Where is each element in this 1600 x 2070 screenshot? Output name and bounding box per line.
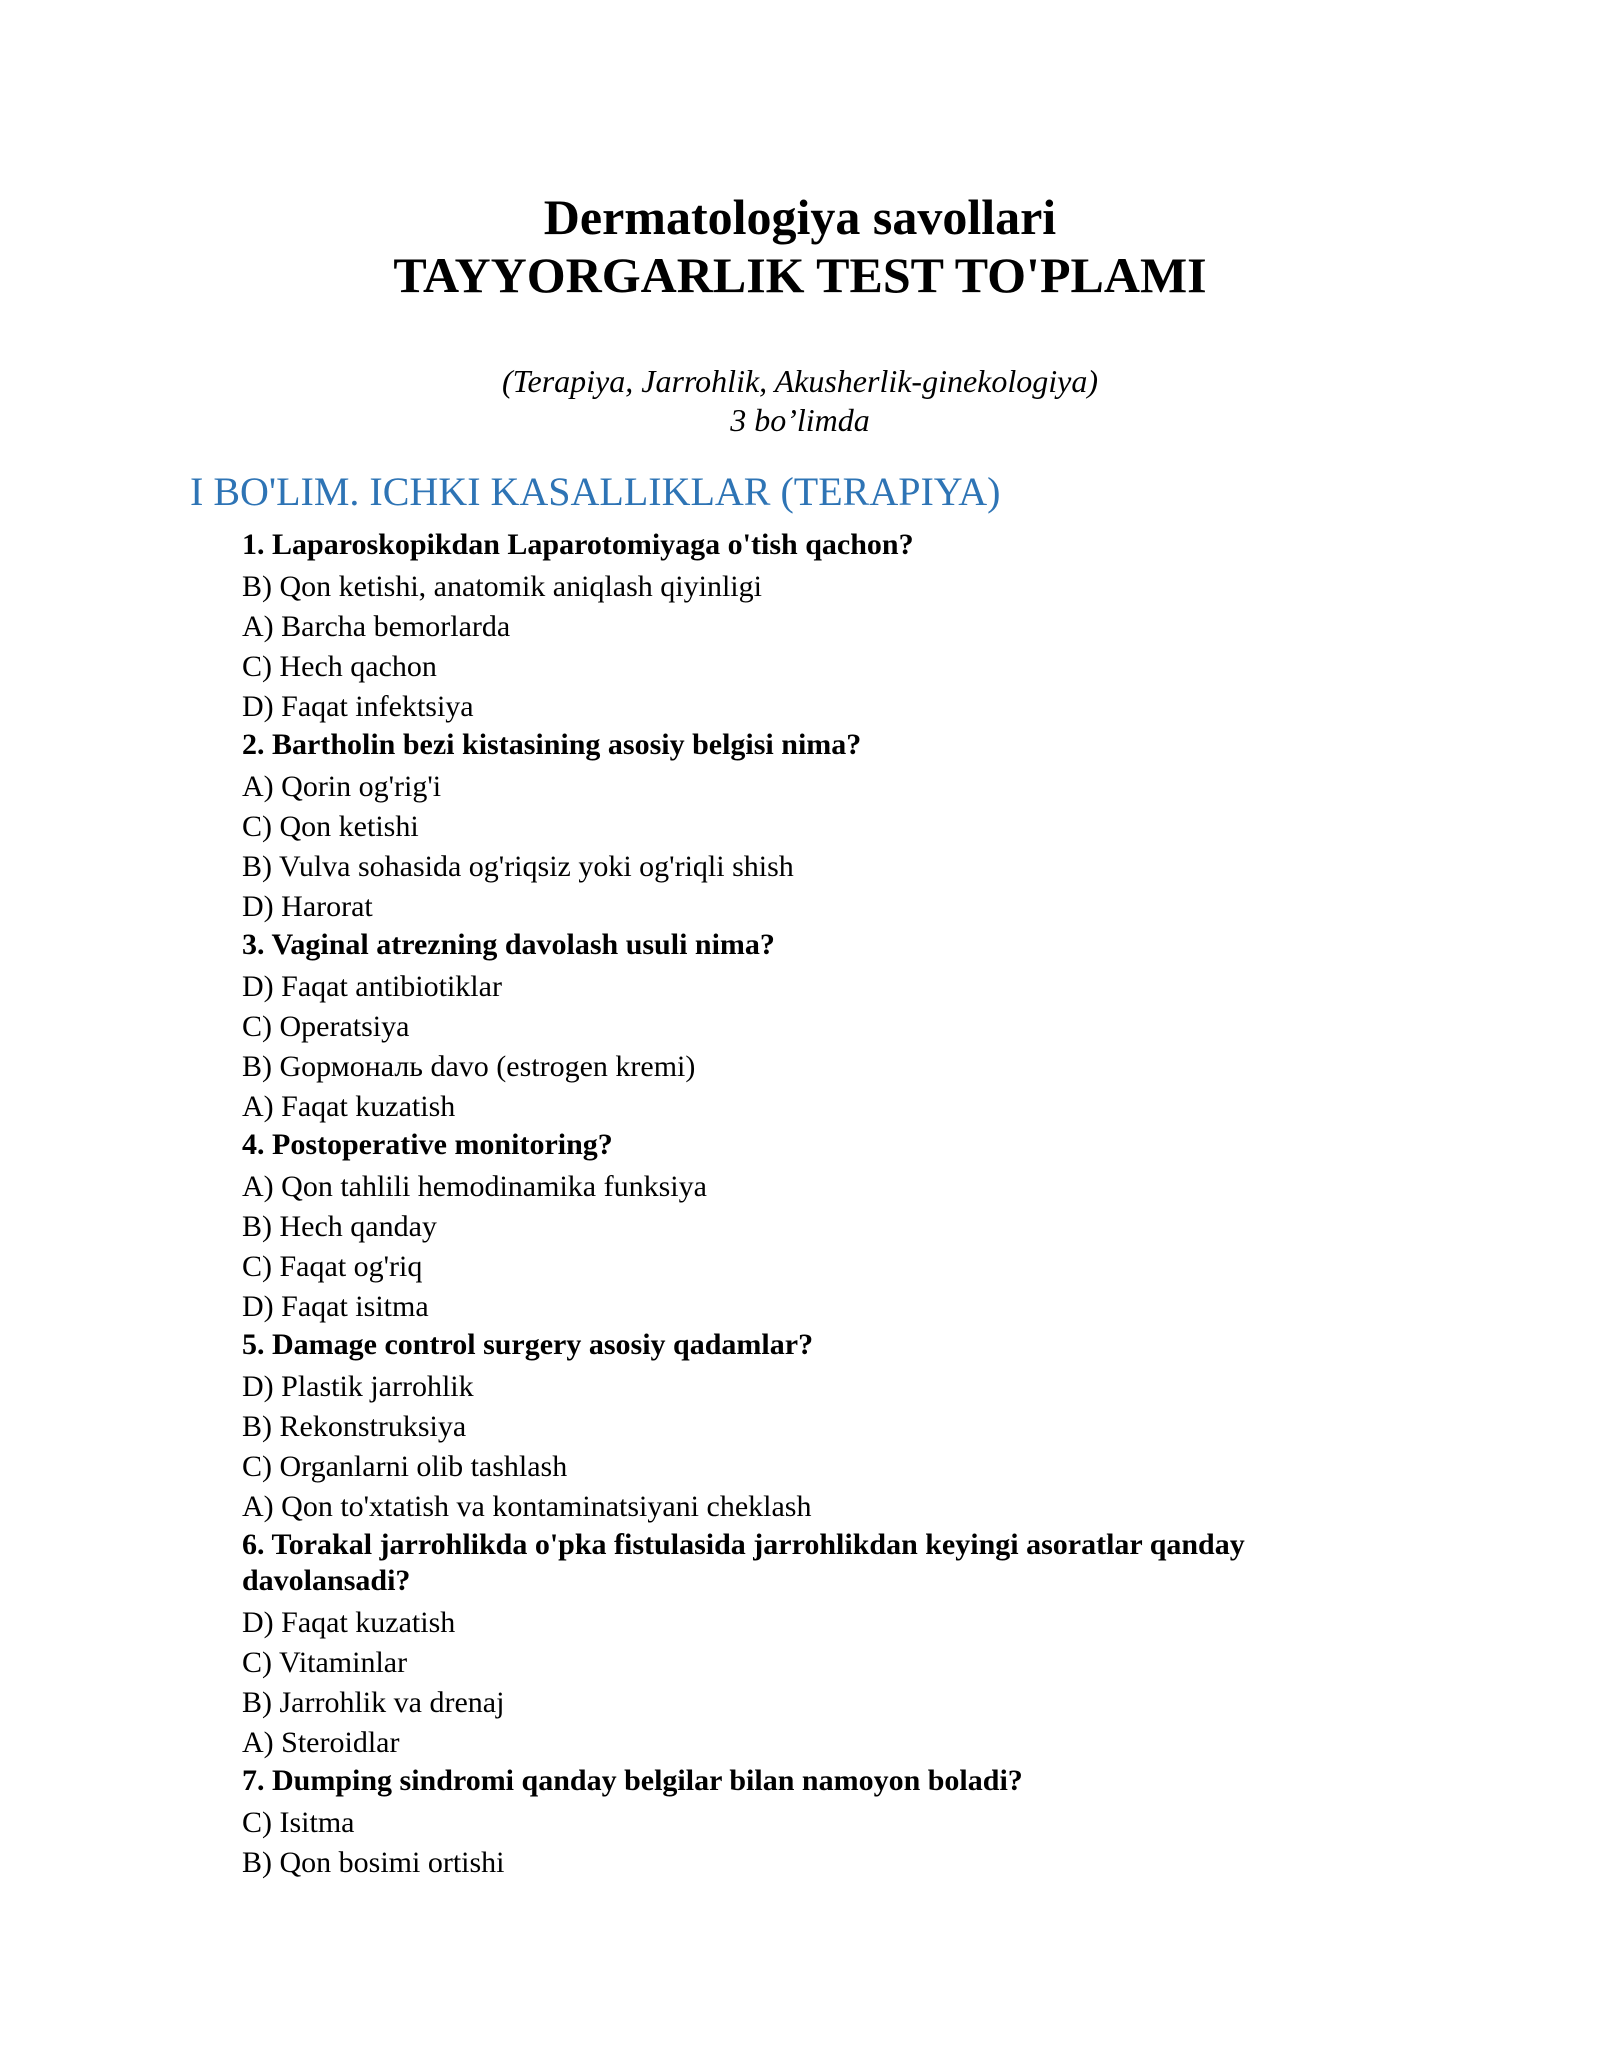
document-title: [0, 188, 1600, 304]
answer-option: D) Harorat: [242, 890, 373, 923]
answer-option: B) Hech qanday: [242, 1210, 437, 1243]
answer-option: C) Organlarni olib tashlash: [242, 1450, 568, 1483]
question-text: 7. Dumping sindromi qanday belgilar bilan namoyon boladi?: [242, 1764, 1023, 1797]
answer-option: C) Hech qachon: [242, 650, 437, 683]
answer-option: D) Plastik jarrohlik: [242, 1370, 474, 1403]
answer-option: C) Operatsiya: [242, 1010, 410, 1043]
answer-option: B) Rekonstruksiya: [242, 1410, 467, 1443]
question-text: 2. Bartholin bezi kistasining asosiy belgisi nima?: [242, 728, 862, 761]
answer-option: A) Faqat kuzatish: [242, 1090, 456, 1123]
question-block: [242, 727, 1362, 927]
answer-option: B) Qon ketishi, anatomik aniqlash qiyinligi: [242, 570, 762, 603]
answer-option: B) Vulva sohasida og'riqsiz yoki og'riqli shish: [242, 850, 794, 883]
answer-option: C) Vitaminlar: [242, 1646, 408, 1679]
question-block: [242, 1127, 1362, 1327]
answer-option: A) Steroidlar: [242, 1726, 400, 1759]
question-block: [242, 927, 1362, 1127]
answer-option: C) Qon ketishi: [242, 810, 419, 843]
answer-option: C) Faqat og'riq: [242, 1250, 423, 1283]
answer-option: A) Barcha bemorlarda: [242, 610, 511, 643]
document-subtitle: [0, 362, 1600, 440]
answer-option: A) Qon tahlili hemodinamika funksiya: [242, 1170, 707, 1203]
question-block: [242, 1527, 1362, 1763]
question-text: 4. Postoperative monitoring?: [242, 1128, 613, 1161]
subtitle-line-2: 3 bo’limda: [730, 402, 870, 438]
answer-option: D) Faqat kuzatish: [242, 1606, 456, 1639]
answer-option: B) Jarrohlik va drenaj: [242, 1686, 505, 1719]
question-list: [242, 527, 1362, 1883]
answer-option: D) Faqat isitma: [242, 1290, 429, 1323]
question-block: [242, 1327, 1362, 1527]
question-block: [242, 1763, 1362, 1883]
question-text: 3. Vaginal atrezning davolash usuli nima?: [242, 928, 775, 961]
section-heading: I BO'LIM. ICHKI KASALLIKLAR (TERAPIYA): [190, 469, 1001, 514]
subtitle-line-1: (Terapiya, Jarrohlik, Akusherlik-ginekologiya): [501, 363, 1099, 399]
answer-option: B) Gормональ davo (estrogen kremi): [242, 1050, 696, 1083]
answer-option: A) Qon to'xtatish va kontaminatsiyani cheklash: [242, 1490, 812, 1523]
answer-option: A) Qorin og'rig'i: [242, 770, 442, 803]
answer-option: C) Isitma: [242, 1806, 355, 1839]
question-block: [242, 527, 1362, 727]
answer-option: D) Faqat antibiotiklar: [242, 970, 502, 1003]
question-text: 5. Damage control surgery asosiy qadamlar?: [242, 1328, 814, 1361]
question-text: 1. Laparoskopikdan Laparotomiyaga o'tish qachon?: [242, 528, 914, 561]
title-line-2: TAYYORGARLIK TEST TO'PLAMI: [393, 247, 1207, 303]
answer-option: D) Faqat infektsiya: [242, 690, 474, 723]
question-text: 6. Torakal jarrohlikda o'pka fistulasida jarrohlikdan keyingi asoratlar qanday davolansadi?: [242, 1528, 1245, 1597]
answer-option: B) Qon bosimi ortishi: [242, 1846, 505, 1879]
title-line-1: Dermatologiya savollari: [543, 189, 1057, 245]
